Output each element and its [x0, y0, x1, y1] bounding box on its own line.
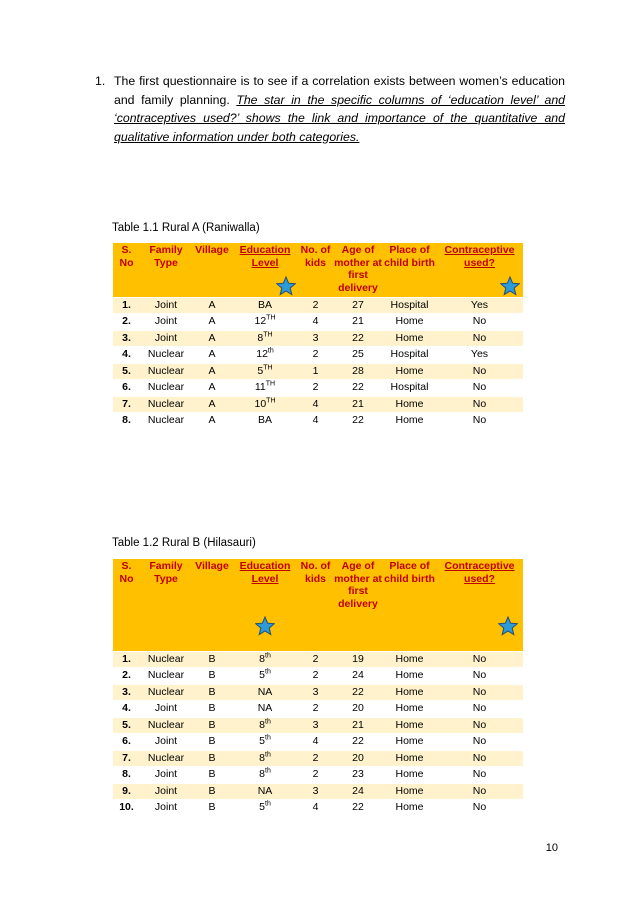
- cell-edu-suffix: TH: [266, 314, 276, 322]
- cell-village: B: [192, 767, 232, 784]
- cell-sno: 8.: [113, 413, 140, 429]
- cell-edu: [232, 750, 298, 767]
- cell-sno: 7.: [113, 396, 140, 413]
- cell-village: B: [192, 701, 232, 718]
- cell-edu-value: 8: [257, 331, 264, 344]
- cell-village: B: [192, 800, 232, 817]
- cell-edu: [232, 701, 298, 718]
- cell-edu: [232, 651, 298, 668]
- table-row: [113, 767, 523, 784]
- cell-kids: 4: [298, 800, 333, 817]
- cell-place: Home: [383, 783, 436, 800]
- cell-family: Nuclear: [140, 668, 192, 685]
- cell-age: 24: [333, 668, 383, 685]
- cell-edu-suffix: TH: [266, 397, 276, 404]
- cell-edu-suffix: TH: [263, 331, 273, 338]
- table1-header-age: Age of mother at first delivery: [333, 243, 383, 297]
- cell-place: Home: [383, 668, 436, 685]
- cell-age: 22: [333, 684, 383, 701]
- cell-contra: No: [436, 668, 523, 685]
- cell-edu-suffix: th: [265, 652, 271, 659]
- cell-edu-value: 8: [259, 751, 265, 764]
- cell-kids: 4: [298, 396, 333, 413]
- cell-contra: No: [436, 717, 523, 734]
- cell-place: Home: [383, 413, 436, 429]
- cell-edu-suffix: th: [265, 718, 271, 725]
- cell-family: Joint: [140, 314, 192, 331]
- cell-place: Home: [383, 767, 436, 784]
- cell-place: Home: [383, 651, 436, 668]
- cell-edu: [232, 314, 298, 331]
- table1-header-education: [232, 243, 298, 297]
- table-row: [113, 314, 523, 331]
- cell-kids: 3: [298, 330, 333, 347]
- cell-place: Hospital: [383, 380, 436, 397]
- cell-contra: No: [436, 767, 523, 784]
- star-icon: [498, 616, 518, 636]
- table-row: [113, 800, 523, 817]
- cell-edu-value: 5: [259, 801, 265, 814]
- cell-edu-value: 5: [259, 735, 265, 747]
- cell-edu-value: 12: [254, 315, 267, 327]
- table-row: [113, 750, 523, 767]
- cell-place: Hospital: [383, 347, 436, 364]
- cell-kids: 2: [298, 767, 333, 784]
- cell-family: Joint: [140, 767, 192, 784]
- cell-contra: No: [436, 750, 523, 767]
- cell-edu: [232, 717, 298, 734]
- cell-sno: 6.: [113, 734, 140, 751]
- cell-edu: [232, 297, 298, 314]
- cell-place: Home: [383, 314, 436, 331]
- cell-village: B: [192, 734, 232, 751]
- table-row: [113, 668, 523, 685]
- cell-family: Joint: [140, 800, 192, 817]
- table1-header-sno: S. No: [113, 243, 140, 297]
- cell-edu: [232, 767, 298, 784]
- table2-header-sno: S. No: [113, 559, 140, 651]
- table-row: [113, 380, 523, 397]
- cell-edu-suffix: TH: [265, 380, 276, 388]
- cell-age: 22: [333, 380, 383, 397]
- cell-village: A: [192, 380, 232, 397]
- star-icon: [255, 616, 275, 636]
- table2-header-contraceptive: [436, 559, 523, 651]
- cell-edu: [232, 800, 298, 817]
- cell-sno: 1.: [113, 651, 140, 668]
- cell-family: Nuclear: [140, 717, 192, 734]
- cell-contra: No: [436, 314, 523, 331]
- table2-header-kids: No. of kids: [298, 559, 333, 651]
- cell-place: Home: [383, 750, 436, 767]
- cell-edu: [232, 413, 298, 429]
- cell-contra: No: [436, 651, 523, 668]
- intro-paragraph: [95, 72, 565, 146]
- cell-family: Nuclear: [140, 413, 192, 429]
- cell-family: Joint: [140, 297, 192, 314]
- cell-kids: 2: [298, 380, 333, 397]
- cell-kids: 1: [298, 363, 333, 380]
- cell-edu: [232, 668, 298, 685]
- cell-kids: 3: [298, 783, 333, 800]
- cell-age: 22: [333, 734, 383, 751]
- cell-family: Nuclear: [140, 363, 192, 380]
- cell-family: Nuclear: [140, 750, 192, 767]
- table1-header-place: Place of child birth: [383, 243, 436, 297]
- cell-contra: No: [436, 800, 523, 817]
- table-row: [113, 413, 523, 429]
- cell-kids: 4: [298, 734, 333, 751]
- table1-header-contraceptive: [436, 243, 523, 297]
- table-row: [113, 684, 523, 701]
- table1-body: [113, 297, 523, 429]
- cell-edu-suffix: th: [265, 800, 271, 808]
- cell-place: Home: [383, 684, 436, 701]
- cell-edu-suffix: TH: [263, 364, 273, 371]
- cell-sno: 10.: [113, 800, 140, 817]
- table1-header-village: Village: [192, 243, 232, 297]
- cell-kids: 4: [298, 413, 333, 429]
- table1-header-kids: No. of kids: [298, 243, 333, 297]
- page-number: 10: [545, 842, 558, 854]
- cell-kids: 4: [298, 314, 333, 331]
- cell-sno: 5.: [113, 363, 140, 380]
- cell-family: Nuclear: [140, 396, 192, 413]
- cell-edu-suffix: th: [267, 347, 274, 355]
- cell-kids: 3: [298, 684, 333, 701]
- cell-edu: [232, 363, 298, 380]
- cell-edu-value: 5: [257, 364, 264, 377]
- cell-family: Joint: [140, 783, 192, 800]
- table-row: [113, 717, 523, 734]
- cell-edu-value: NA: [257, 685, 273, 698]
- cell-edu-value: 8: [259, 652, 265, 665]
- cell-place: Hospital: [383, 297, 436, 314]
- cell-contra: Yes: [436, 297, 523, 314]
- cell-contra: No: [436, 413, 523, 429]
- cell-village: B: [192, 684, 232, 701]
- star-icon: [276, 276, 296, 296]
- table-row: [113, 363, 523, 380]
- table1-header-education-label: Education Level: [239, 244, 291, 269]
- cell-sno: 2.: [113, 668, 140, 685]
- cell-family: Nuclear: [140, 380, 192, 397]
- cell-sno: 7.: [113, 750, 140, 767]
- cell-edu-value: 8: [259, 718, 265, 731]
- table2-header-age: Age of mother at first delivery: [333, 559, 383, 651]
- cell-place: Home: [383, 734, 436, 751]
- cell-kids: 2: [298, 347, 333, 364]
- cell-village: B: [192, 783, 232, 800]
- cell-edu-suffix: th: [265, 668, 271, 676]
- cell-age: 21: [333, 396, 383, 413]
- paragraph-plain: The first questionnaire is to see if a correlation exists between women’s education and family planning.: [114, 74, 565, 107]
- cell-age: 23: [333, 767, 383, 784]
- cell-family: Joint: [140, 330, 192, 347]
- cell-kids: 2: [298, 668, 333, 685]
- cell-age: 22: [333, 413, 383, 429]
- table-row: [113, 330, 523, 347]
- cell-contra: No: [436, 396, 523, 413]
- cell-edu: [232, 684, 298, 701]
- cell-edu: [232, 380, 298, 397]
- table-row: [113, 734, 523, 751]
- table2-header-family: Family Type: [140, 559, 192, 651]
- table2-body: [113, 651, 523, 816]
- cell-sno: 4.: [113, 347, 140, 364]
- table-row: [113, 651, 523, 668]
- cell-edu-suffix: th: [265, 734, 271, 742]
- cell-place: Home: [383, 330, 436, 347]
- cell-contra: No: [436, 330, 523, 347]
- cell-place: Home: [383, 717, 436, 734]
- cell-edu-value: 11: [254, 381, 266, 393]
- table-row: [113, 297, 523, 314]
- cell-edu-value: 8: [259, 768, 265, 780]
- cell-edu: [232, 347, 298, 364]
- cell-age: 20: [333, 701, 383, 718]
- cell-village: A: [192, 413, 232, 429]
- cell-sno: 2.: [113, 314, 140, 331]
- cell-sno: 3.: [113, 330, 140, 347]
- table-row: [113, 783, 523, 800]
- cell-edu: [232, 783, 298, 800]
- cell-village: A: [192, 396, 232, 413]
- paragraph-text: [95, 72, 565, 146]
- cell-sno: 5.: [113, 717, 140, 734]
- cell-contra: No: [436, 783, 523, 800]
- cell-age: 27: [333, 297, 383, 314]
- cell-sno: 1.: [113, 297, 140, 314]
- table2-header-row: [113, 559, 523, 651]
- cell-village: A: [192, 314, 232, 331]
- cell-age: 22: [333, 800, 383, 817]
- cell-contra: No: [436, 380, 523, 397]
- table1-header-family: Family Type: [140, 243, 192, 297]
- cell-kids: 3: [298, 717, 333, 734]
- cell-family: Joint: [140, 701, 192, 718]
- cell-edu-value: 12: [256, 348, 268, 360]
- cell-village: B: [192, 717, 232, 734]
- cell-edu-value: BA: [257, 298, 272, 311]
- list-number: 1.: [95, 74, 106, 88]
- cell-kids: 2: [298, 701, 333, 718]
- cell-edu-suffix: th: [265, 767, 271, 775]
- cell-age: 20: [333, 750, 383, 767]
- cell-contra: No: [436, 363, 523, 380]
- table-row: [113, 701, 523, 718]
- cell-edu-suffix: th: [265, 751, 271, 758]
- star-icon: [500, 276, 520, 296]
- cell-place: Home: [383, 396, 436, 413]
- cell-village: A: [192, 297, 232, 314]
- table2: [113, 559, 523, 816]
- cell-sno: 6.: [113, 380, 140, 397]
- cell-edu-value: 5: [259, 669, 265, 681]
- cell-age: 24: [333, 783, 383, 800]
- table1-header-row: [113, 243, 523, 297]
- cell-age: 28: [333, 363, 383, 380]
- cell-edu: [232, 396, 298, 413]
- cell-kids: 2: [298, 297, 333, 314]
- table2-header-contraceptive-label: Contraceptive used?: [444, 560, 515, 585]
- cell-edu: [232, 330, 298, 347]
- cell-sno: 3.: [113, 684, 140, 701]
- cell-age: 25: [333, 347, 383, 364]
- cell-age: 19: [333, 651, 383, 668]
- table-row: [113, 347, 523, 364]
- table2-caption: Table 1.2 Rural B (Hilasauri): [112, 537, 256, 549]
- cell-village: A: [192, 363, 232, 380]
- cell-village: A: [192, 347, 232, 364]
- cell-age: 21: [333, 717, 383, 734]
- cell-place: Home: [383, 701, 436, 718]
- table1-caption: Table 1.1 Rural A (Raniwalla): [112, 222, 260, 234]
- cell-village: B: [192, 750, 232, 767]
- cell-edu: [232, 734, 298, 751]
- cell-place: Home: [383, 800, 436, 817]
- cell-contra: No: [436, 734, 523, 751]
- table2-header-education: [232, 559, 298, 651]
- table-row: [113, 396, 523, 413]
- table1: [113, 243, 523, 429]
- cell-contra: No: [436, 701, 523, 718]
- cell-village: B: [192, 651, 232, 668]
- table2-header-village: Village: [192, 559, 232, 651]
- table1-header-contraceptive-label: Contraceptive used?: [444, 244, 515, 269]
- table2-header-education-label: Education Level: [239, 560, 291, 585]
- cell-kids: 2: [298, 750, 333, 767]
- cell-family: Nuclear: [140, 684, 192, 701]
- cell-contra: No: [436, 684, 523, 701]
- cell-edu-value: BA: [257, 414, 272, 426]
- cell-place: Home: [383, 363, 436, 380]
- cell-sno: 4.: [113, 701, 140, 718]
- cell-sno: 8.: [113, 767, 140, 784]
- cell-edu-value: NA: [257, 702, 273, 714]
- cell-village: B: [192, 668, 232, 685]
- cell-kids: 2: [298, 651, 333, 668]
- cell-contra: Yes: [436, 347, 523, 364]
- cell-edu-value: NA: [257, 784, 273, 797]
- cell-family: Nuclear: [140, 651, 192, 668]
- cell-age: 21: [333, 314, 383, 331]
- paragraph-emphasis: The star in the specific columns of ‘education level’ and ‘contraceptives used?’ shows the link and importance of the quantitative and qualitative information under both categories.: [114, 92, 565, 144]
- cell-sno: 9.: [113, 783, 140, 800]
- table2-header-place: Place of child birth: [383, 559, 436, 651]
- cell-family: Joint: [140, 734, 192, 751]
- cell-family: Nuclear: [140, 347, 192, 364]
- cell-edu-value: 10: [254, 397, 267, 410]
- cell-village: A: [192, 330, 232, 347]
- cell-age: 22: [333, 330, 383, 347]
